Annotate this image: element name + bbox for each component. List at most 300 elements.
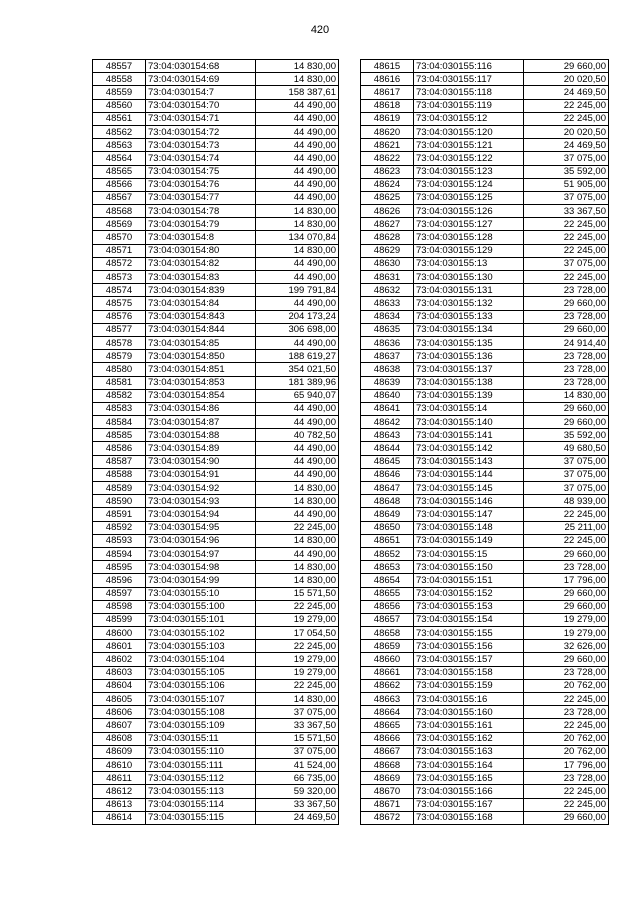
table-row (93, 363, 339, 376)
row-number-cell: 48663 (361, 693, 414, 706)
row-number-cell: 48566 (93, 178, 146, 191)
cadastral-number-cell: 73:04:030154:91 (146, 468, 256, 481)
table-row (93, 86, 339, 99)
table-row (93, 60, 339, 73)
cadastral-number-cell: 73:04:030155:161 (414, 719, 524, 732)
amount-cell: 22 245,00 (524, 719, 609, 732)
cadastral-number-cell: 73:04:030155:117 (414, 73, 524, 86)
row-number-cell: 48623 (361, 165, 414, 178)
row-number-cell: 48558 (93, 73, 146, 86)
table-row (361, 758, 609, 771)
amount-cell: 44 490,00 (256, 442, 339, 455)
table-row (93, 811, 339, 824)
cadastral-number-cell: 73:04:030155:124 (414, 178, 524, 191)
amount-cell: 22 245,00 (524, 798, 609, 811)
table-row (93, 745, 339, 758)
row-number-cell: 48654 (361, 574, 414, 587)
cadastral-number-cell: 73:04:030155:13 (414, 257, 524, 270)
cadastral-number-cell: 73:04:030155:130 (414, 271, 524, 284)
cadastral-number-cell: 73:04:030155:134 (414, 323, 524, 336)
table-row (93, 521, 339, 534)
table-row (93, 706, 339, 719)
table-row (361, 60, 609, 73)
row-number-cell: 48667 (361, 745, 414, 758)
row-number-cell: 48645 (361, 455, 414, 468)
amount-cell: 44 490,00 (256, 547, 339, 560)
table-row (93, 416, 339, 429)
amount-cell: 29 660,00 (524, 547, 609, 560)
amount-cell: 14 830,00 (524, 389, 609, 402)
cadastral-number-cell: 73:04:030155:136 (414, 350, 524, 363)
amount-cell: 23 728,00 (524, 706, 609, 719)
amount-cell: 33 367,50 (256, 719, 339, 732)
table-row (361, 482, 609, 495)
amount-cell: 29 660,00 (524, 323, 609, 336)
row-number-cell: 48564 (93, 152, 146, 165)
amount-cell: 44 490,00 (256, 468, 339, 481)
cadastral-number-cell: 73:04:030154:77 (146, 191, 256, 204)
cadastral-number-cell: 73:04:030155:103 (146, 640, 256, 653)
cadastral-number-cell: 73:04:030155:116 (414, 60, 524, 73)
cadastral-number-cell: 73:04:030155:168 (414, 811, 524, 824)
cadastral-number-cell: 73:04:030155:162 (414, 732, 524, 745)
table-row (93, 666, 339, 679)
page-number: 420 (310, 24, 330, 36)
cadastral-number-cell: 73:04:030155:118 (414, 86, 524, 99)
table-row (93, 640, 339, 653)
cadastral-number-cell: 73:04:030155:129 (414, 244, 524, 257)
cadastral-number-cell: 73:04:030154:74 (146, 152, 256, 165)
amount-cell: 23 728,00 (524, 561, 609, 574)
row-number-cell: 48664 (361, 706, 414, 719)
cadastral-number-cell: 73:04:030155:150 (414, 561, 524, 574)
table-row (361, 706, 609, 719)
row-number-cell: 48576 (93, 310, 146, 323)
row-number-cell: 48630 (361, 257, 414, 270)
cadastral-number-cell: 73:04:030154:839 (146, 284, 256, 297)
row-number-cell: 48595 (93, 561, 146, 574)
cadastral-number-cell: 73:04:030154:68 (146, 60, 256, 73)
row-number-cell: 48662 (361, 679, 414, 692)
amount-cell: 17 796,00 (524, 574, 609, 587)
row-number-cell: 48625 (361, 191, 414, 204)
row-number-cell: 48590 (93, 495, 146, 508)
cadastral-number-cell: 73:04:030155:163 (414, 745, 524, 758)
cadastral-number-cell: 73:04:030155:153 (414, 600, 524, 613)
cadastral-number-cell: 73:04:030154:82 (146, 257, 256, 270)
left-table (92, 59, 339, 825)
cadastral-number-cell: 73:04:030155:139 (414, 389, 524, 402)
table-row (93, 772, 339, 785)
table-row (361, 495, 609, 508)
row-number-cell: 48651 (361, 534, 414, 547)
amount-cell: 44 490,00 (256, 191, 339, 204)
amount-cell: 306 698,00 (256, 323, 339, 336)
amount-cell: 44 490,00 (256, 271, 339, 284)
amount-cell: 22 245,00 (524, 244, 609, 257)
amount-cell: 44 490,00 (256, 112, 339, 125)
row-number-cell: 48624 (361, 178, 414, 191)
amount-cell: 19 279,00 (256, 666, 339, 679)
cadastral-number-cell: 73:04:030155:101 (146, 613, 256, 626)
cadastral-number-cell: 73:04:030155:135 (414, 336, 524, 349)
cadastral-number-cell: 73:04:030154:84 (146, 297, 256, 310)
amount-cell: 20 762,00 (524, 732, 609, 745)
amount-cell: 22 245,00 (524, 534, 609, 547)
row-number-cell: 48617 (361, 86, 414, 99)
amount-cell: 15 571,50 (256, 587, 339, 600)
amount-cell: 20 762,00 (524, 679, 609, 692)
row-number-cell: 48649 (361, 508, 414, 521)
row-number-cell: 48631 (361, 271, 414, 284)
cadastral-number-cell: 73:04:030154:85 (146, 336, 256, 349)
amount-cell: 14 830,00 (256, 574, 339, 587)
row-number-cell: 48567 (93, 191, 146, 204)
cadastral-number-cell: 73:04:030155:107 (146, 693, 256, 706)
table-row (93, 402, 339, 415)
amount-cell: 19 279,00 (256, 653, 339, 666)
table-row (93, 719, 339, 732)
table-row (361, 574, 609, 587)
table-row (93, 257, 339, 270)
cadastral-number-cell: 73:04:030154:854 (146, 389, 256, 402)
row-number-cell: 48563 (93, 139, 146, 152)
cadastral-number-cell: 73:04:030154:86 (146, 402, 256, 415)
amount-cell: 23 728,00 (524, 350, 609, 363)
table-row (361, 178, 609, 191)
cadastral-number-cell: 73:04:030155:159 (414, 679, 524, 692)
row-number-cell: 48640 (361, 389, 414, 402)
amount-cell: 44 490,00 (256, 125, 339, 138)
cadastral-number-cell: 73:04:030155:16 (414, 693, 524, 706)
amount-cell: 22 245,00 (524, 693, 609, 706)
amount-cell: 24 469,50 (524, 139, 609, 152)
row-number-cell: 48598 (93, 600, 146, 613)
table-row (361, 587, 609, 600)
cadastral-number-cell: 73:04:030155:108 (146, 706, 256, 719)
row-number-cell: 48585 (93, 429, 146, 442)
amount-cell: 49 680,50 (524, 442, 609, 455)
table-row (361, 139, 609, 152)
amount-cell: 24 914,40 (524, 336, 609, 349)
cadastral-number-cell: 73:04:030154:850 (146, 350, 256, 363)
amount-cell: 24 469,50 (524, 86, 609, 99)
row-number-cell: 48612 (93, 785, 146, 798)
cadastral-number-cell: 73:04:030154:78 (146, 205, 256, 218)
row-number-cell: 48637 (361, 350, 414, 363)
amount-cell: 37 075,00 (524, 468, 609, 481)
row-number-cell: 48619 (361, 112, 414, 125)
row-number-cell: 48584 (93, 416, 146, 429)
cadastral-number-cell: 73:04:030154:76 (146, 178, 256, 191)
row-number-cell: 48620 (361, 125, 414, 138)
table-row (361, 693, 609, 706)
cadastral-number-cell: 73:04:030154:93 (146, 495, 256, 508)
cadastral-number-cell: 73:04:030154:7 (146, 86, 256, 99)
row-number-cell: 48658 (361, 627, 414, 640)
cadastral-number-cell: 73:04:030155:166 (414, 785, 524, 798)
row-number-cell: 48648 (361, 495, 414, 508)
table-row (361, 257, 609, 270)
amount-cell: 22 245,00 (524, 112, 609, 125)
row-number-cell: 48565 (93, 165, 146, 178)
amount-cell: 59 320,00 (256, 785, 339, 798)
row-number-cell: 48589 (93, 482, 146, 495)
cadastral-number-cell: 73:04:030155:115 (146, 811, 256, 824)
row-number-cell: 48629 (361, 244, 414, 257)
table-row (93, 73, 339, 86)
row-number-cell: 48647 (361, 482, 414, 495)
table-row (361, 745, 609, 758)
amount-cell: 22 245,00 (256, 521, 339, 534)
amount-cell: 37 075,00 (524, 191, 609, 204)
table-row (93, 547, 339, 560)
amount-cell: 37 075,00 (524, 455, 609, 468)
cadastral-number-cell: 73:04:030155:15 (414, 547, 524, 560)
cadastral-number-cell: 73:04:030155:11 (146, 732, 256, 745)
table-row (361, 785, 609, 798)
amount-cell: 17 054,50 (256, 627, 339, 640)
table-row (361, 719, 609, 732)
row-number-cell: 48613 (93, 798, 146, 811)
row-number-cell: 48594 (93, 547, 146, 560)
row-number-cell: 48568 (93, 205, 146, 218)
cadastral-number-cell: 73:04:030155:147 (414, 508, 524, 521)
row-number-cell: 48634 (361, 310, 414, 323)
row-number-cell: 48611 (93, 772, 146, 785)
row-number-cell: 48641 (361, 402, 414, 415)
table-row (93, 350, 339, 363)
cadastral-number-cell: 73:04:030154:87 (146, 416, 256, 429)
amount-cell: 35 592,00 (524, 429, 609, 442)
amount-cell: 44 490,00 (256, 178, 339, 191)
table-row (361, 205, 609, 218)
table-row (361, 389, 609, 402)
table-row (93, 798, 339, 811)
row-number-cell: 48670 (361, 785, 414, 798)
row-number-cell: 48582 (93, 389, 146, 402)
table-row (361, 297, 609, 310)
row-number-cell: 48653 (361, 561, 414, 574)
amount-cell: 41 524,00 (256, 758, 339, 771)
cadastral-number-cell: 73:04:030154:88 (146, 429, 256, 442)
row-number-cell: 48666 (361, 732, 414, 745)
cadastral-number-cell: 73:04:030154:95 (146, 521, 256, 534)
amount-cell: 37 075,00 (524, 482, 609, 495)
row-number-cell: 48575 (93, 297, 146, 310)
table-row (361, 772, 609, 785)
cadastral-number-cell: 73:04:030155:164 (414, 758, 524, 771)
row-number-cell: 48583 (93, 402, 146, 415)
row-number-cell: 48569 (93, 218, 146, 231)
table-row (93, 271, 339, 284)
table-row (93, 218, 339, 231)
table-row (93, 758, 339, 771)
cadastral-number-cell: 73:04:030155:167 (414, 798, 524, 811)
amount-cell: 22 245,00 (524, 271, 609, 284)
table-row (361, 284, 609, 297)
cadastral-number-cell: 73:04:030155:122 (414, 152, 524, 165)
row-number-cell: 48591 (93, 508, 146, 521)
row-number-cell: 48579 (93, 350, 146, 363)
amount-cell: 44 490,00 (256, 152, 339, 165)
row-number-cell: 48601 (93, 640, 146, 653)
row-number-cell: 48597 (93, 587, 146, 600)
table-row (93, 297, 339, 310)
amount-cell: 44 490,00 (256, 139, 339, 152)
cadastral-number-cell: 73:04:030154:94 (146, 508, 256, 521)
table-row (361, 521, 609, 534)
table-row (361, 86, 609, 99)
cadastral-number-cell: 73:04:030155:119 (414, 99, 524, 112)
table-row (93, 139, 339, 152)
amount-cell: 22 245,00 (256, 679, 339, 692)
cadastral-number-cell: 73:04:030155:128 (414, 231, 524, 244)
cadastral-number-cell: 73:04:030155:111 (146, 758, 256, 771)
cadastral-number-cell: 73:04:030155:146 (414, 495, 524, 508)
cadastral-number-cell: 73:04:030154:8 (146, 231, 256, 244)
table-row (93, 178, 339, 191)
cadastral-number-cell: 73:04:030155:148 (414, 521, 524, 534)
table-row (361, 653, 609, 666)
amount-cell: 204 173,24 (256, 310, 339, 323)
cadastral-number-cell: 73:04:030155:126 (414, 205, 524, 218)
table-row (361, 323, 609, 336)
cadastral-number-cell: 73:04:030155:152 (414, 587, 524, 600)
table-row (93, 574, 339, 587)
cadastral-number-cell: 73:04:030154:99 (146, 574, 256, 587)
table-row (361, 231, 609, 244)
table-row (361, 600, 609, 613)
row-number-cell: 48572 (93, 257, 146, 270)
amount-cell: 33 367,50 (524, 205, 609, 218)
table-row (93, 600, 339, 613)
amount-cell: 15 571,50 (256, 732, 339, 745)
table-row (93, 468, 339, 481)
row-number-cell: 48638 (361, 363, 414, 376)
table-row (361, 350, 609, 363)
amount-cell: 44 490,00 (256, 257, 339, 270)
row-number-cell: 48659 (361, 640, 414, 653)
cadastral-number-cell: 73:04:030155:156 (414, 640, 524, 653)
cadastral-number-cell: 73:04:030154:851 (146, 363, 256, 376)
table-row (93, 613, 339, 626)
row-number-cell: 48603 (93, 666, 146, 679)
row-number-cell: 48657 (361, 613, 414, 626)
cadastral-number-cell: 73:04:030154:98 (146, 561, 256, 574)
table-row (361, 547, 609, 560)
table-row (93, 455, 339, 468)
row-number-cell: 48578 (93, 336, 146, 349)
cadastral-number-cell: 73:04:030155:12 (414, 112, 524, 125)
row-number-cell: 48581 (93, 376, 146, 389)
amount-cell: 23 728,00 (524, 666, 609, 679)
row-number-cell: 48627 (361, 218, 414, 231)
row-number-cell: 48586 (93, 442, 146, 455)
table-row (93, 732, 339, 745)
cadastral-number-cell: 73:04:030155:102 (146, 627, 256, 640)
cadastral-number-cell: 73:04:030155:105 (146, 666, 256, 679)
row-number-cell: 48602 (93, 653, 146, 666)
row-number-cell: 48661 (361, 666, 414, 679)
cadastral-number-cell: 73:04:030154:80 (146, 244, 256, 257)
table-row (93, 508, 339, 521)
amount-cell: 25 211,00 (524, 521, 609, 534)
table-row (361, 310, 609, 323)
row-number-cell: 48588 (93, 468, 146, 481)
amount-cell: 14 830,00 (256, 482, 339, 495)
row-number-cell: 48652 (361, 547, 414, 560)
cadastral-number-cell: 73:04:030155:104 (146, 653, 256, 666)
cadastral-number-cell: 73:04:030155:143 (414, 455, 524, 468)
row-number-cell: 48616 (361, 73, 414, 86)
row-number-cell: 48604 (93, 679, 146, 692)
amount-cell: 44 490,00 (256, 165, 339, 178)
cadastral-number-cell: 73:04:030154:96 (146, 534, 256, 547)
table-row (93, 785, 339, 798)
cadastral-number-cell: 73:04:030154:89 (146, 442, 256, 455)
amount-cell: 20 762,00 (524, 745, 609, 758)
cadastral-number-cell: 73:04:030155:109 (146, 719, 256, 732)
row-number-cell: 48669 (361, 772, 414, 785)
table-row (93, 165, 339, 178)
amount-cell: 29 660,00 (524, 297, 609, 310)
row-number-cell: 48559 (93, 86, 146, 99)
amount-cell: 20 020,50 (524, 73, 609, 86)
amount-cell: 14 830,00 (256, 244, 339, 257)
row-number-cell: 48560 (93, 99, 146, 112)
table-row (361, 416, 609, 429)
amount-cell: 23 728,00 (524, 772, 609, 785)
amount-cell: 44 490,00 (256, 416, 339, 429)
cadastral-number-cell: 73:04:030155:140 (414, 416, 524, 429)
cadastral-number-cell: 73:04:030155:157 (414, 653, 524, 666)
cadastral-number-cell: 73:04:030154:90 (146, 455, 256, 468)
table-row (93, 336, 339, 349)
amount-cell: 22 245,00 (256, 600, 339, 613)
table-row (93, 429, 339, 442)
cadastral-number-cell: 73:04:030154:853 (146, 376, 256, 389)
cadastral-number-cell: 73:04:030155:141 (414, 429, 524, 442)
table-row (93, 244, 339, 257)
table-row (93, 561, 339, 574)
row-number-cell: 48650 (361, 521, 414, 534)
table-row (361, 271, 609, 284)
row-number-cell: 48571 (93, 244, 146, 257)
row-number-cell: 48609 (93, 745, 146, 758)
amount-cell: 188 619,27 (256, 350, 339, 363)
table-row (361, 363, 609, 376)
row-number-cell: 48592 (93, 521, 146, 534)
cadastral-number-cell: 73:04:030155:110 (146, 745, 256, 758)
table-row (361, 798, 609, 811)
amount-cell: 44 490,00 (256, 402, 339, 415)
table-row (361, 679, 609, 692)
table-row (93, 376, 339, 389)
cadastral-number-cell: 73:04:030155:114 (146, 798, 256, 811)
table-row (361, 376, 609, 389)
table-row (361, 336, 609, 349)
amount-cell: 44 490,00 (256, 297, 339, 310)
amount-cell: 14 830,00 (256, 495, 339, 508)
amount-cell: 19 279,00 (524, 613, 609, 626)
table-row (361, 732, 609, 745)
table-row (361, 191, 609, 204)
amount-cell: 22 245,00 (524, 508, 609, 521)
row-number-cell: 48621 (361, 139, 414, 152)
cadastral-number-cell: 73:04:030155:133 (414, 310, 524, 323)
row-number-cell: 48668 (361, 758, 414, 771)
